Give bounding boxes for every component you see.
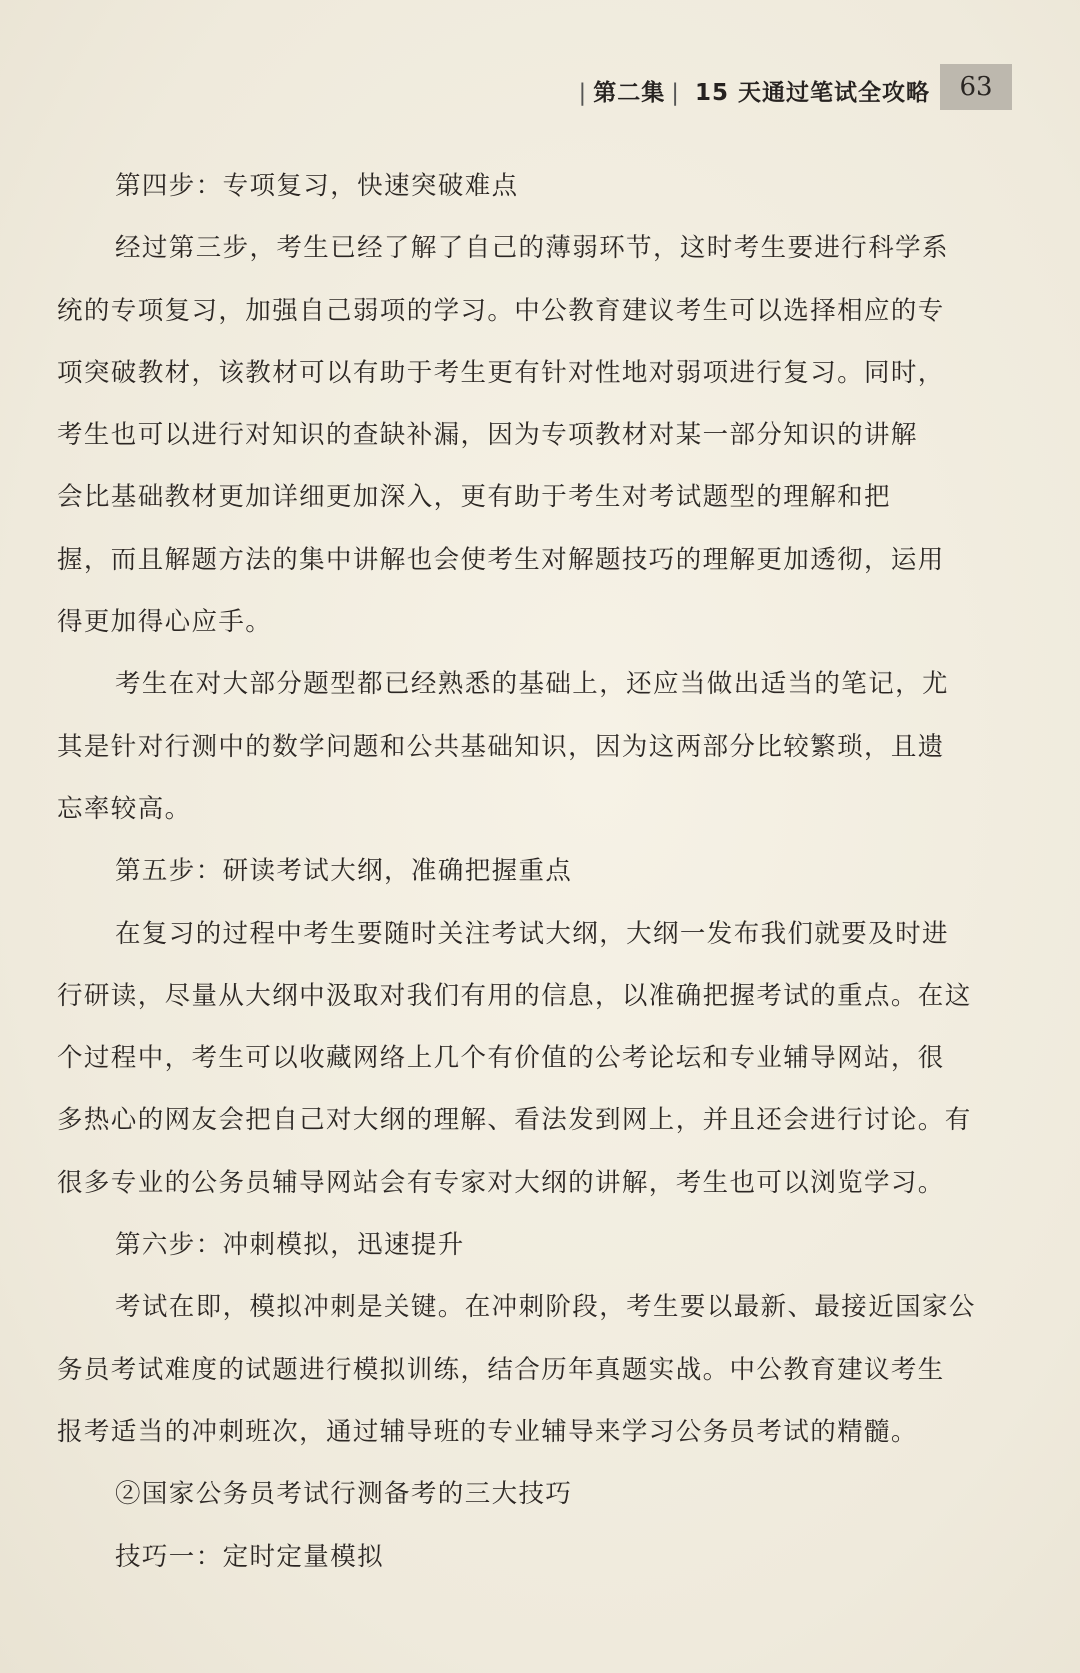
header-title-group: [572, 74, 930, 107]
paragraph-line: 统的专项复习，加强自己弱项的学习。中公教育建议考生可以选择相应的专: [57, 295, 945, 326]
header-divider: |: [671, 80, 680, 106]
paragraph-line: 经过第三步，考生已经了解了自己的薄弱环节，这时考生要进行科学系: [115, 233, 949, 264]
paragraph-line: 考试在即，模拟冲刺是关键。在冲刺阶段，考生要以最新、最接近国家公: [115, 1292, 976, 1323]
paragraph-line: 务员考试难度的试题进行模拟训练，结合历年真题实战。中公教育建议考生: [57, 1354, 945, 1385]
paragraph-line: 握，而且解题方法的集中讲解也会使考生对解题技巧的理解更加透彻，运用: [57, 544, 945, 575]
page-number: 63: [940, 64, 1012, 110]
paragraph-line: 其是针对行测中的数学问题和公共基础知识，因为这两部分比较繁琐，且遗: [57, 731, 945, 762]
paragraph-line: 报考适当的冲刺班次，通过辅导班的专业辅导来学习公务员考试的精髓。: [57, 1416, 918, 1447]
section-heading: ②国家公务员考试行测备考的三大技巧: [115, 1479, 573, 1510]
paragraph-line: 会比基础教材更加详细更加深入，更有助于考生对考试题型的理解和把: [57, 482, 891, 513]
paragraph-line: 考生也可以进行对知识的查缺补漏，因为专项教材对某一部分知识的讲解: [57, 420, 918, 451]
body-text: [57, 155, 1012, 1588]
paragraph-line: 很多专业的公务员辅导网站会有专家对大纲的讲解，考生也可以浏览学习。: [57, 1167, 945, 1198]
paragraph-line: 忘率较高。: [57, 793, 192, 824]
header-divider: |: [578, 80, 588, 106]
paragraph-line: 项突破教材，该教材可以有助于考生更有针对性地对弱项进行复习。同时，: [57, 357, 945, 388]
step-heading: 第四步：专项复习，快速突破难点: [115, 171, 519, 201]
step-heading: 第五步：研读考试大纲，准确把握重点: [115, 856, 573, 887]
running-header: [0, 70, 1080, 110]
header-title: 15 天通过笔试全攻略: [694, 80, 930, 106]
paragraph-line: 考生在对大部分题型都已经熟悉的基础上，还应当做出适当的笔记，尤: [115, 669, 949, 700]
subsection-heading: 技巧一：定时定量模拟: [115, 1541, 385, 1572]
paragraph-line: 行研读，尽量从大纲中汲取对我们有用的信息，以准确把握考试的重点。在这: [57, 980, 972, 1011]
header-section: 第二集: [593, 80, 666, 106]
paragraph-line: 得更加得心应手。: [57, 607, 273, 638]
step-heading: 第六步：冲刺模拟，迅速提升: [115, 1230, 465, 1261]
paragraph-line: 在复习的过程中考生要随时关注考试大纲，大纲一发布我们就要及时进: [115, 918, 949, 949]
paragraph-line: 多热心的网友会把自己对大纲的理解、看法发到网上，并且还会进行讨论。有: [57, 1105, 972, 1136]
paragraph-line: 个过程中，考生可以收藏网络上几个有价值的公考论坛和专业辅导网站，很: [57, 1043, 945, 1074]
